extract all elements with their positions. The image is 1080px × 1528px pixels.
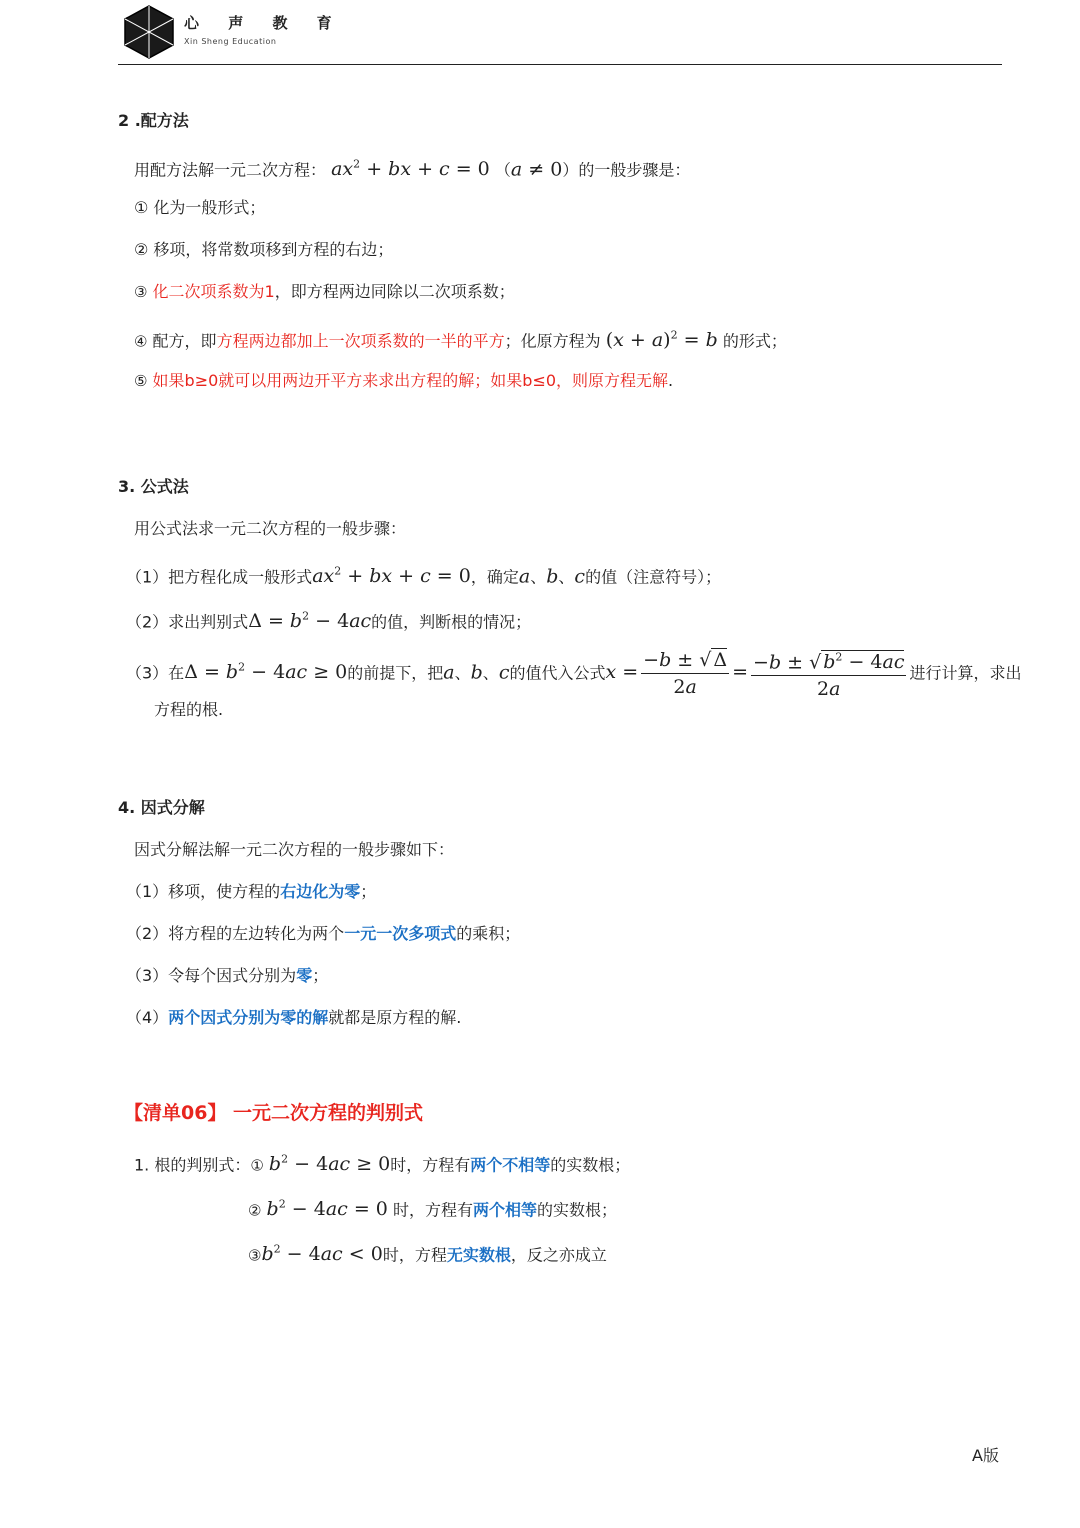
sep1: 、 bbox=[530, 567, 547, 587]
section2-step5 bbox=[134, 370, 673, 392]
s4-step3-b: ； bbox=[312, 966, 329, 985]
discriminant-line1 bbox=[134, 1149, 630, 1176]
page-header bbox=[118, 0, 1002, 65]
disc-gt-zero: $b^2 - 4ac \ge 0$ bbox=[268, 1153, 391, 1176]
section2-step3 bbox=[134, 281, 515, 303]
s3-step1-b: ，确定 bbox=[470, 567, 519, 587]
l06-num2: ② bbox=[248, 1201, 262, 1220]
section4-step3 bbox=[126, 965, 328, 987]
step3-highlight: 化二次项系数为1 bbox=[152, 282, 275, 301]
s3-step3-a: （3）在 bbox=[126, 663, 185, 683]
section3-step1: （1）把方程化成一般形式$ax^2$ + bx + c = 0，确定a、b、c的值（注意符号）； bbox=[126, 565, 722, 588]
discriminant-line2 bbox=[248, 1194, 617, 1221]
step4-highlight: 方程两边都加上一次项系数的一半的平方 bbox=[216, 331, 505, 351]
l06-line1-highlight: 两个不相等 bbox=[470, 1155, 551, 1175]
step4-text-c: 的形式； bbox=[722, 331, 787, 351]
l06-label: 1. 根的判别式： bbox=[134, 1155, 251, 1175]
s4-step4-b: 就都是原方程的解. bbox=[328, 1008, 462, 1027]
s3-step1-a: （1）把方程化成一般形式 bbox=[126, 567, 313, 587]
section2-step1: ① 化为一般形式； bbox=[134, 198, 266, 217]
edition-label: A版 bbox=[972, 1446, 999, 1465]
step5-end: . bbox=[668, 371, 674, 390]
section2-step4 bbox=[134, 325, 787, 352]
l06-num3: ③ bbox=[248, 1246, 262, 1265]
s4-step4-a: （4） bbox=[126, 1008, 169, 1027]
s4-step1-a: （1）移项，使方程的 bbox=[126, 882, 281, 901]
formula-frac2: $\frac{-b \pm √ b^2 - 4ac}{2a}$ bbox=[751, 645, 906, 702]
equation-general-form: $ax^2$ + bx + c = 0 bbox=[331, 158, 490, 181]
l06-line2-a: 时，方程有 bbox=[393, 1200, 474, 1220]
section4-step2 bbox=[126, 923, 520, 945]
l06-line3-b: ，反之亦成立 bbox=[510, 1245, 607, 1265]
discriminant-line3 bbox=[248, 1239, 607, 1266]
s3-step1-c: 的值（注意符号）； bbox=[585, 567, 722, 587]
l06-line2-highlight: 两个相等 bbox=[473, 1200, 538, 1220]
section2-intro-prefix: 用配方法解一元二次方程： bbox=[134, 160, 327, 180]
section2-intro-suffix: ）的一般步骤是： bbox=[562, 160, 691, 180]
s4-step1-highlight: 右边化为零 bbox=[280, 882, 361, 901]
l06-line2-b: 的实数根； bbox=[537, 1200, 618, 1220]
condition-a-nonzero: a ≠ 0 bbox=[510, 158, 563, 181]
section4-step1 bbox=[126, 881, 376, 903]
s3-step3-b: 的前提下，把 bbox=[347, 663, 444, 683]
s3-step3-c: 的值代入公式 bbox=[509, 663, 606, 683]
section2-intro-paren-open: （ bbox=[494, 160, 511, 180]
list06-title: 【清单06】 一元二次方程的判别式 bbox=[124, 1102, 424, 1124]
s3-step2-b: 的值，判断根的情况； bbox=[371, 612, 532, 632]
s4-step4-highlight: 两个因式分别为零的解 bbox=[168, 1008, 329, 1027]
s4-step3-highlight: 零 bbox=[296, 966, 313, 985]
discriminant-def: $\Delta = b^2 - 4ac$ bbox=[248, 610, 372, 633]
disc-lt-zero: $b^2 - 4ac < 0$ bbox=[261, 1243, 383, 1266]
quadratic-formula: x = $\frac{-b \pm √ \Delta}{2a}$ = $\frac{-b \pm √ b^2 - 4ac}{2a}$ bbox=[605, 661, 909, 683]
step5-highlight: 如果b≥0就可以用两边开平方来求出方程的解；如果b≤0，则原方程无解 bbox=[152, 371, 669, 390]
step4-text-b: ；化原方程为 bbox=[504, 331, 601, 351]
section4-step4 bbox=[126, 1007, 461, 1029]
s4-step3-a: （3）令每个因式分别为 bbox=[126, 966, 297, 985]
s3-step2-a: （2）求出判别式 bbox=[126, 612, 249, 632]
step4-text-a: 配方，即 bbox=[152, 331, 217, 351]
disc-eq-zero: $b^2 - 4ac = 0$ bbox=[266, 1198, 388, 1221]
brand-name-en: Xin Sheng Education bbox=[184, 37, 277, 46]
l06-line1-a: 时，方程有 bbox=[390, 1155, 471, 1175]
step3-rest: ，即方程两边同除以二次项系数； bbox=[274, 282, 515, 301]
s4-step2-b: 的乘积； bbox=[456, 924, 521, 943]
completed-square-form: $(x + a)^2 = b$ bbox=[605, 329, 718, 352]
s4-step2-a: （2）将方程的左边转化为两个 bbox=[126, 924, 345, 943]
hexagon-cube-logo-icon bbox=[122, 4, 176, 60]
section2-step2: ② 移项，将常数项移到方程的右边； bbox=[134, 240, 394, 259]
l06-line3-a: 时，方程 bbox=[382, 1245, 447, 1265]
step5-number: ⑤ bbox=[134, 372, 148, 390]
sep4: 、 bbox=[482, 663, 499, 683]
formula-frac1: $\frac{-b \pm √ \Delta}{2a}$ bbox=[643, 648, 728, 698]
section3-intro: 用公式法求一元二次方程的一般步骤： bbox=[134, 519, 407, 538]
s3-general-form: $ax^2$ + bx + c = 0 bbox=[312, 565, 471, 588]
brand-name-cn: 心 声 教 育 bbox=[184, 14, 344, 32]
sep3: 、 bbox=[454, 663, 471, 683]
section4-title: 4. 因式分解 bbox=[118, 798, 205, 817]
l06-line3-highlight: 无实数根 bbox=[446, 1245, 511, 1265]
sep2: 、 bbox=[558, 567, 575, 587]
s4-step2-highlight: 一元一次多项式 bbox=[344, 924, 457, 943]
section2-intro bbox=[134, 154, 690, 181]
l06-num1: ① bbox=[250, 1156, 264, 1175]
section2-title: 2 .配方法 bbox=[118, 111, 189, 130]
section3-title: 3. 公式法 bbox=[118, 477, 189, 496]
section3-step3: （3）在$\Delta = b^2 - 4ac \ge 0$的前提下，把a、b、c的值代入公式x = $\frac{-b \pm √ \Delta}{2a}$ = $\frac{-b \pm √ b^2 - 4ac}{2a}$ 进行计算，求出 bbox=[126, 638, 1022, 703]
l06-line1-b: 的实数根； bbox=[550, 1155, 631, 1175]
s3-step3-d: 进行计算，求出 bbox=[909, 663, 1022, 683]
discriminant-nonneg: $\Delta = b^2 - 4ac \ge 0$ bbox=[184, 661, 348, 684]
step4-number: ④ bbox=[134, 332, 148, 351]
step3-number: ③ bbox=[134, 283, 148, 301]
section3-step2 bbox=[126, 606, 531, 633]
s4-step1-b: ； bbox=[360, 882, 377, 901]
section3-step3-cont: 方程的根. bbox=[154, 700, 224, 719]
section4-intro: 因式分解法解一元二次方程的一般步骤如下： bbox=[134, 840, 455, 859]
